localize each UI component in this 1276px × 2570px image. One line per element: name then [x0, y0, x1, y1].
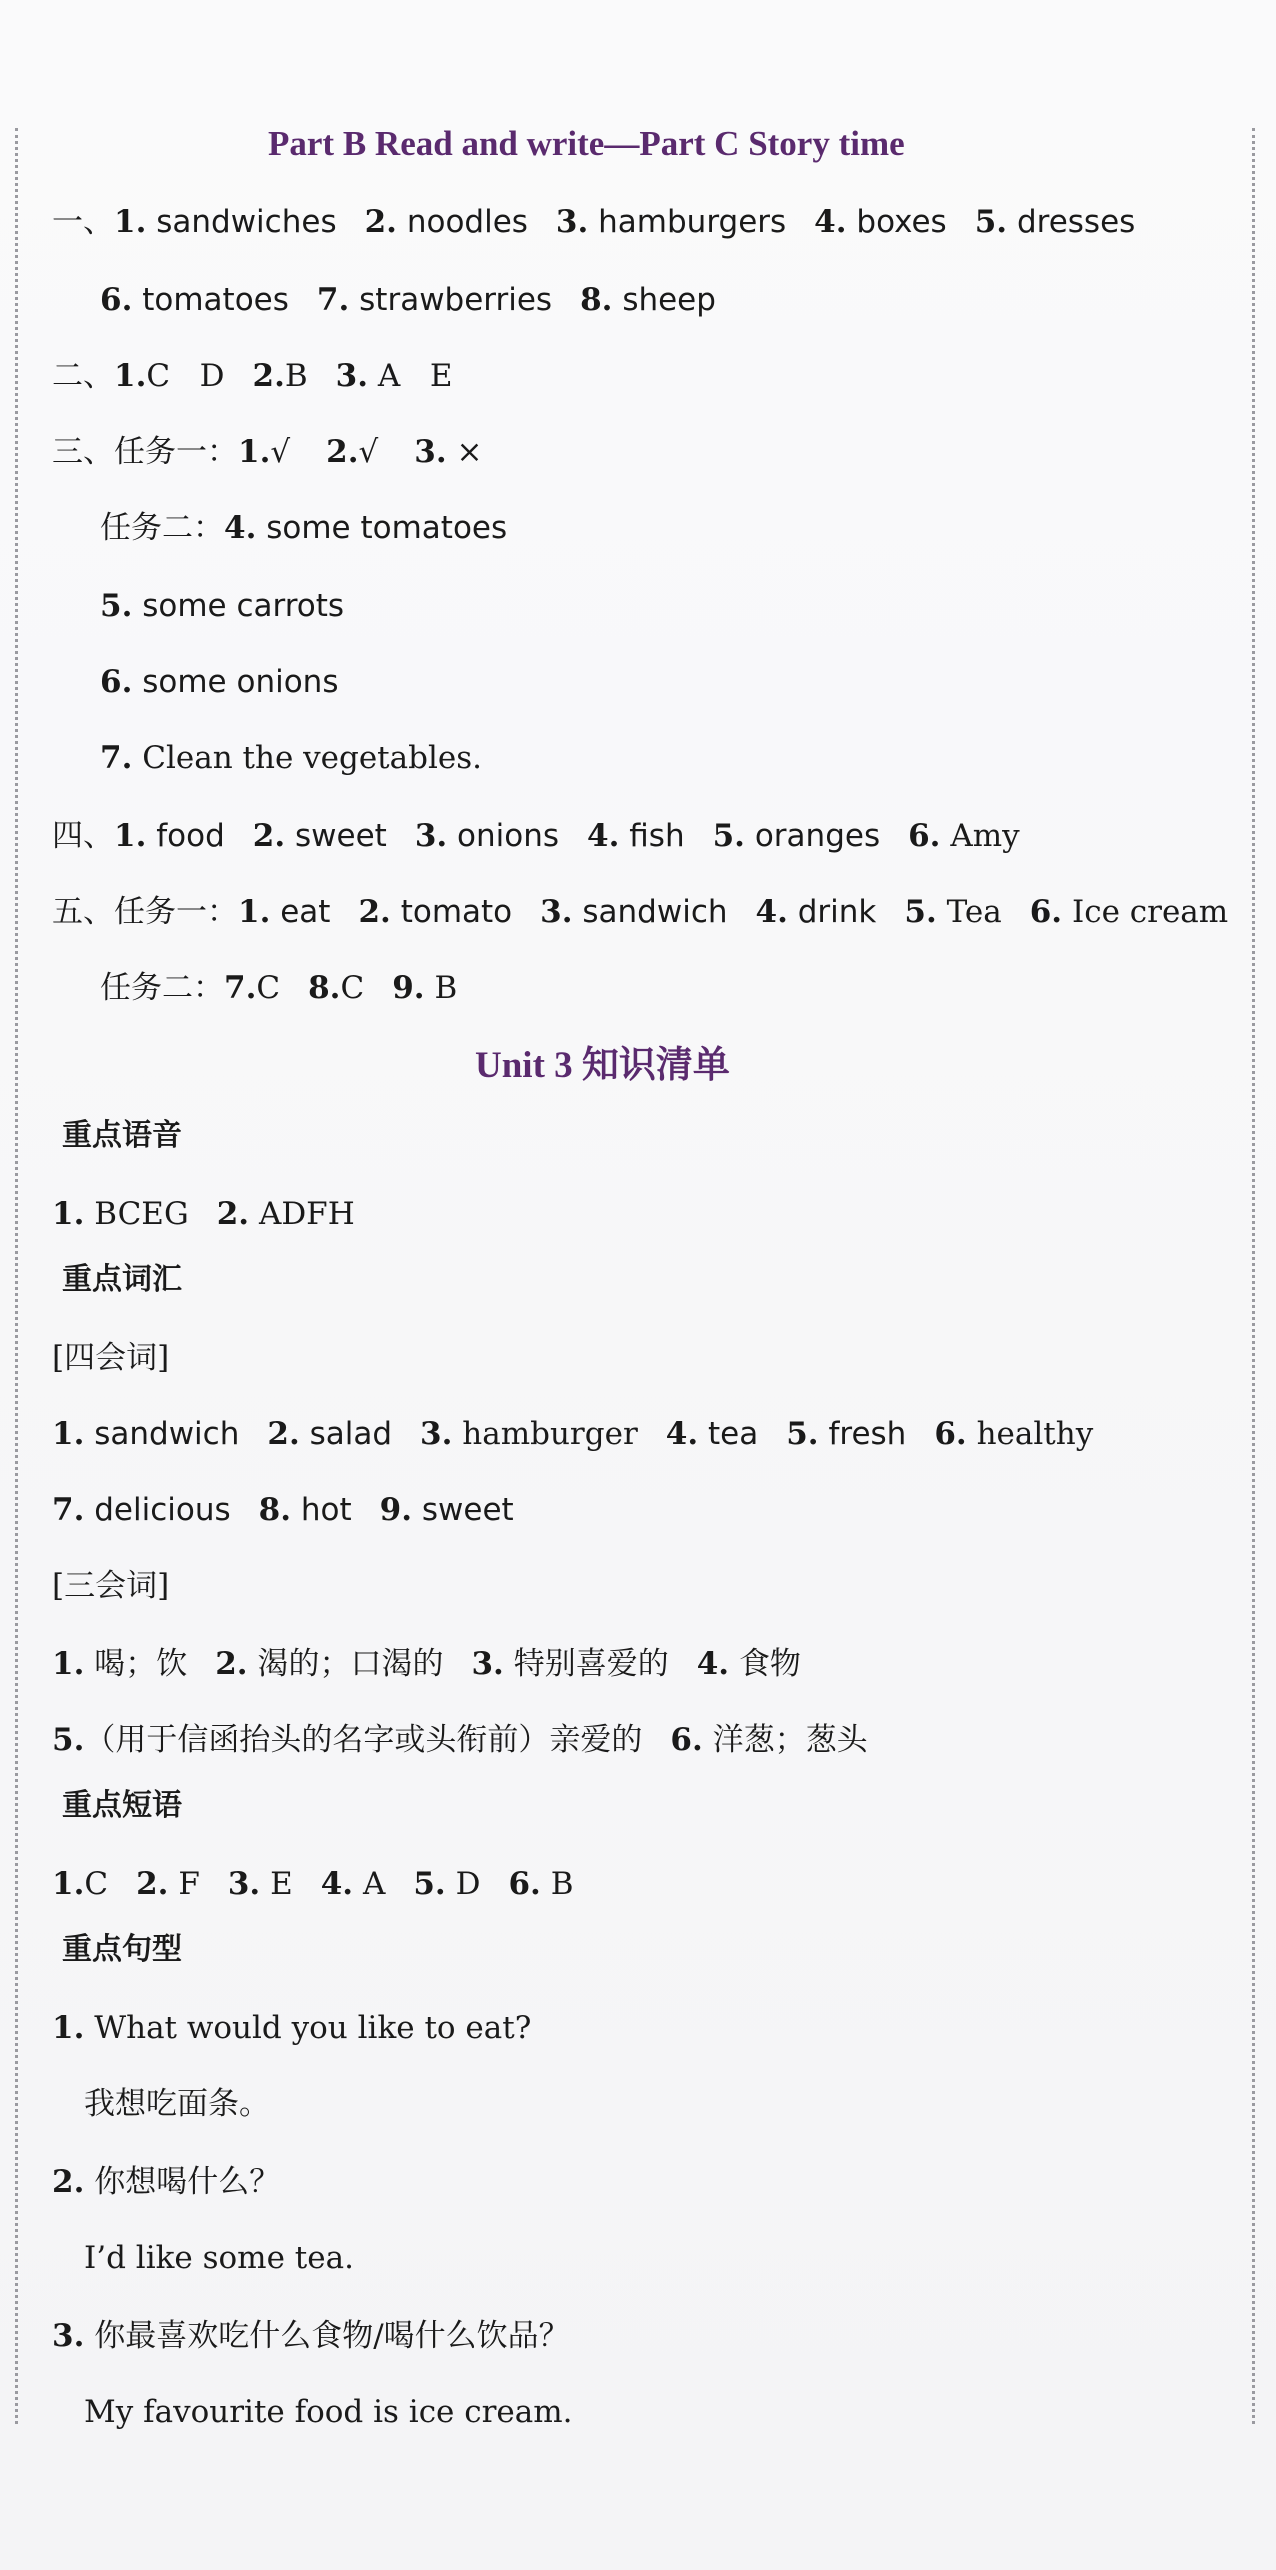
- answer-text: some onions: [142, 664, 339, 700]
- item-number: 3.: [471, 1646, 504, 1682]
- answer-text: tomato: [400, 894, 513, 930]
- answer-text: B: [550, 1866, 574, 1902]
- answer-text: A E: [377, 358, 453, 394]
- answer-text: salad: [309, 1416, 393, 1452]
- partb-title: Part B Read and write—Part C Story time: [268, 124, 905, 163]
- item-number: 8.: [258, 1492, 292, 1528]
- answer-text: 你想喝什么？: [94, 2164, 281, 2200]
- answer-text: tomatoes: [142, 282, 289, 318]
- answer-text: Ice cream: [1071, 894, 1229, 930]
- item-number: 4.: [814, 204, 847, 240]
- answer-text: （用于信函抬头的名字或头衔前）亲爱的: [84, 1722, 643, 1758]
- item-number: 6.: [934, 1416, 967, 1452]
- answer-text: D: [455, 1866, 481, 1902]
- answer-text: Amy: [950, 818, 1020, 854]
- answer-text: some tomatoes: [266, 510, 508, 546]
- item-number: 1.: [238, 434, 271, 470]
- answer-text: hamburger: [462, 1416, 638, 1452]
- heading-phrases: 重点短语: [62, 1788, 182, 1823]
- answer-text: eat: [280, 894, 331, 930]
- item-number: 5.: [904, 894, 937, 930]
- answer-text: 洋葱；葱头: [712, 1722, 868, 1758]
- section-3-line-5: [100, 738, 482, 778]
- item-number: 5.: [52, 1722, 85, 1758]
- item-number: 6.: [908, 818, 941, 854]
- answer-text: sandwich: [94, 1416, 240, 1452]
- heading-sentences: 重点句型: [62, 1932, 182, 1967]
- three-word-line-2: [52, 1720, 868, 1760]
- item-number: 2.: [267, 1416, 300, 1452]
- section-3-line-4: [100, 662, 338, 702]
- sentence-2-answer: I’d like some tea.: [84, 2240, 354, 2276]
- item-number: 2.: [216, 1196, 250, 1232]
- section-5-line-1: [52, 892, 1228, 932]
- item-number: 4.: [665, 1416, 699, 1452]
- three-word-label: [三会词]: [52, 1568, 170, 1604]
- item-number: 9.: [392, 970, 425, 1006]
- answer-text: delicious: [94, 1492, 231, 1528]
- sentence-3-question: [52, 2316, 570, 2356]
- answer-text: E: [270, 1866, 293, 1902]
- item-number: 5.: [413, 1866, 446, 1902]
- answer-text: What would you like to eat?: [94, 2010, 532, 2046]
- answer-text: dresses: [1016, 204, 1136, 240]
- item-number: 2.: [364, 204, 397, 240]
- heading-vocabulary: 重点词汇: [62, 1262, 182, 1297]
- item-number: 2.: [215, 1646, 248, 1682]
- answer-text: C: [84, 1866, 109, 1902]
- item-number: 2.: [252, 818, 286, 854]
- four-word-line-1: [52, 1414, 1093, 1454]
- answer-text: hamburgers: [598, 204, 787, 240]
- item-number: 3.: [335, 358, 369, 394]
- item-number: 5.: [712, 818, 745, 854]
- answer-text: sweet: [295, 818, 387, 854]
- item-number: 1.: [114, 204, 147, 240]
- answer-text: some carrots: [142, 588, 345, 624]
- answer-text: drink: [797, 894, 877, 930]
- answer-text: C: [256, 970, 281, 1006]
- answer-text: F: [178, 1866, 200, 1902]
- item-number: 3.: [414, 434, 447, 470]
- answer-text: sweet: [421, 1492, 514, 1528]
- item-number: 1.: [52, 1866, 85, 1902]
- item-number: 4.: [587, 818, 620, 854]
- answer-text: onions: [457, 818, 560, 854]
- section-1-line-2: [100, 280, 716, 320]
- item-number: 1.: [114, 358, 147, 394]
- item-number: 6.: [100, 664, 133, 700]
- item-number: 1.: [52, 1416, 85, 1452]
- item-number: 9.: [379, 1492, 413, 1528]
- item-number: 5.: [974, 204, 1008, 240]
- item-number: 7.: [224, 970, 257, 1006]
- item-number: 2.: [326, 434, 359, 470]
- section-4-line: [52, 816, 1020, 856]
- answer-text: 任务二：: [100, 970, 224, 1006]
- unit3-title: Unit 3 知识清单: [475, 1045, 730, 1086]
- item-number: 1.: [52, 2010, 85, 2046]
- item-number: 3.: [555, 204, 589, 240]
- item-number: 4.: [755, 894, 788, 930]
- item-number: 6.: [100, 282, 133, 318]
- item-number: 1.: [52, 1646, 85, 1682]
- answer-text: B: [284, 358, 308, 394]
- answer-text: ADFH: [258, 1196, 355, 1232]
- answer-text: B: [434, 970, 458, 1006]
- item-number: 2.: [52, 2164, 85, 2200]
- pronunciation-line: [52, 1194, 355, 1234]
- sentence-1-answer: 我想吃面条。: [84, 2086, 270, 2122]
- answer-text: 任务二：: [100, 510, 224, 546]
- item-number: 6.: [670, 1722, 703, 1758]
- section-5-line-2: [100, 968, 457, 1008]
- item-number: 4.: [224, 510, 257, 546]
- answer-text: √: [270, 434, 291, 470]
- section-3-line-3: [100, 586, 344, 626]
- answer-text: Tea: [946, 894, 1002, 930]
- item-number: 1.: [238, 894, 271, 930]
- sentence-1-question: [52, 2008, 531, 2048]
- answer-text: A: [362, 1866, 386, 1902]
- answer-text: √: [358, 434, 379, 470]
- answer-text: 渴的；口渴的: [257, 1646, 444, 1682]
- answer-text: tea: [708, 1416, 759, 1452]
- item-number: 3.: [414, 818, 448, 854]
- section-label: 一、: [52, 204, 114, 240]
- item-number: 1.: [52, 1196, 85, 1232]
- item-number: 7.: [100, 740, 133, 776]
- item-number: 5.: [786, 1416, 819, 1452]
- right-dotted-border: [1252, 128, 1255, 2424]
- item-number: 2.: [252, 358, 285, 394]
- answer-text: strawberries: [359, 282, 553, 318]
- item-number: 3.: [540, 894, 573, 930]
- answer-text: 二、: [52, 358, 114, 394]
- item-number: 4.: [696, 1646, 730, 1682]
- answer-text: healthy: [976, 1416, 1094, 1452]
- item-number: 2.: [358, 894, 391, 930]
- item-number: 3.: [227, 1866, 261, 1902]
- answer-text: C: [340, 970, 365, 1006]
- answer-text: oranges: [754, 818, 881, 854]
- answer-text: sandwich: [582, 894, 728, 930]
- answer-text: 食物: [738, 1646, 801, 1682]
- answer-text: Clean the vegetables.: [142, 740, 482, 776]
- answer-text: hot: [300, 1492, 352, 1528]
- item-number: 5.: [100, 588, 133, 624]
- four-word-line-2: [52, 1490, 514, 1530]
- answer-text: 三、: [52, 434, 114, 470]
- section-3-line-2: [100, 508, 507, 548]
- section-1-line-1: [52, 202, 1135, 242]
- item-number: 7.: [52, 1492, 85, 1528]
- answer-text: 任务一：: [114, 894, 238, 930]
- answer-text: fresh: [828, 1416, 907, 1452]
- item-number: 3.: [52, 2318, 85, 2354]
- answer-text: boxes: [856, 204, 947, 240]
- item-number: 8.: [580, 282, 613, 318]
- answer-text: 特别喜爱的: [513, 1646, 669, 1682]
- item-number: 3.: [420, 1416, 453, 1452]
- phrases-line: [52, 1864, 573, 1904]
- section-3-line-1: [52, 432, 483, 472]
- item-number: 2.: [136, 1866, 169, 1902]
- sentence-2-question: [52, 2162, 280, 2202]
- item-number: 6.: [1029, 894, 1063, 930]
- answer-text: sheep: [622, 282, 716, 318]
- left-dotted-border: [15, 128, 18, 2424]
- item-number: 4.: [320, 1866, 354, 1902]
- answer-text: food: [156, 818, 225, 854]
- heading-pronunciation: 重点语音: [62, 1118, 182, 1153]
- answer-text: 五、: [52, 894, 114, 930]
- answer-text: BCEG: [94, 1196, 189, 1232]
- item-number: 1.: [114, 818, 147, 854]
- four-word-label: [四会词]: [52, 1340, 170, 1376]
- answer-text: 你最喜欢吃什么食物/喝什么饮品？: [94, 2318, 570, 2354]
- item-number: 8.: [308, 970, 341, 1006]
- answer-text: sandwiches: [156, 204, 337, 240]
- item-number: 6.: [508, 1866, 541, 1902]
- answer-text: ×: [456, 434, 483, 470]
- sentence-3-answer: My favourite food is ice cream.: [84, 2394, 573, 2430]
- answer-text: 喝；饮: [94, 1646, 188, 1682]
- answer-text: noodles: [406, 204, 528, 240]
- three-word-line-1: [52, 1644, 801, 1684]
- section-2-line: [52, 356, 453, 396]
- item-number: 7.: [316, 282, 350, 318]
- answer-text: C D: [146, 358, 225, 394]
- answer-text: fish: [629, 818, 685, 854]
- answer-text: 四、: [52, 818, 114, 854]
- answer-text: 任务一：: [114, 434, 238, 470]
